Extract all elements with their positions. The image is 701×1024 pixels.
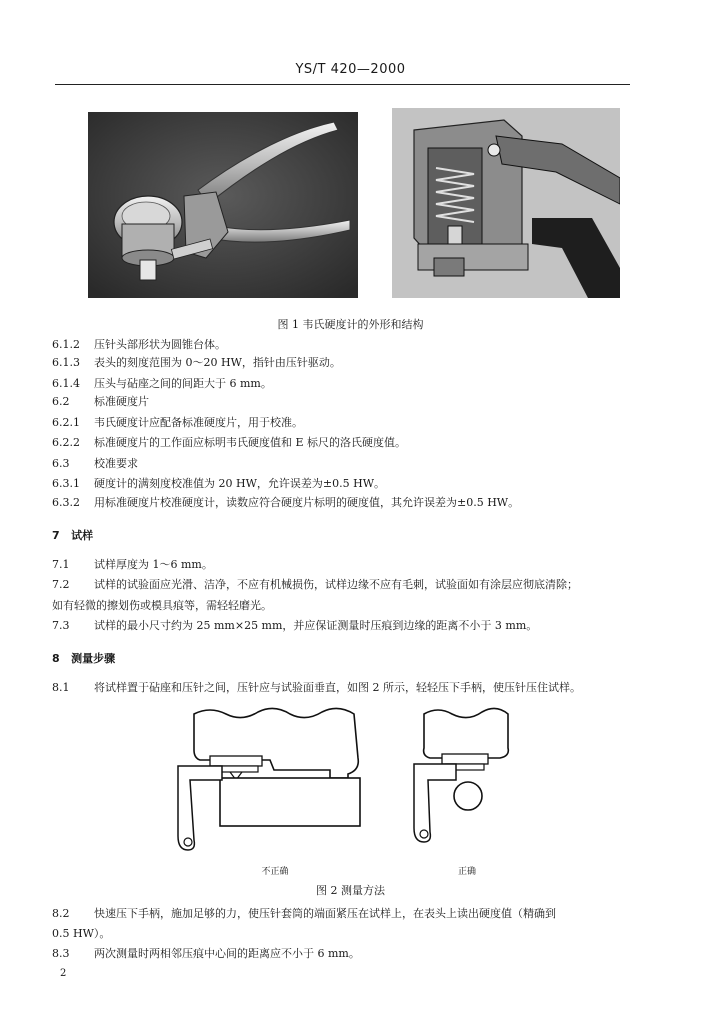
clause-number: 6.2.1: [52, 416, 80, 429]
clause-number: 6.2.2: [52, 436, 80, 449]
figure1-photo-structure: [392, 108, 620, 298]
header-rule: [55, 84, 630, 85]
clause-number: 6.1.2: [52, 338, 80, 351]
clause-text: 用标准硬度片校准硬度计，读数应符合硬度片标明的硬度值，其允许误差为±0.5 HW。: [94, 496, 520, 509]
section-title: 试样: [71, 529, 94, 542]
section-7-heading: [52, 527, 93, 543]
clause-number: 7.2: [52, 578, 70, 591]
clause-6-1-3: [52, 354, 341, 370]
clause-6-1-4: [52, 375, 272, 391]
clause-number: 8.1: [52, 681, 70, 694]
clause-number: 7.1: [52, 558, 70, 571]
page-number: 2: [60, 968, 67, 979]
clause-number: 8.2: [52, 907, 70, 920]
clause-number: 6.3.1: [52, 477, 80, 490]
figure2-caption: 图 2 测量方法: [316, 884, 385, 897]
clause-text: 校准要求: [94, 457, 138, 470]
clause-text: 韦氏硬度计应配备标准硬度片，用于校准。: [94, 416, 303, 429]
clause-8-2-continued: 0.5 HW）。: [52, 927, 111, 940]
clause-text: 表头的刻度范围为 0～20 HW，指针由压针驱动。: [94, 356, 341, 369]
clause-6-2-1: [52, 414, 303, 430]
clause-6-1-2: [52, 336, 226, 352]
figure2-diagram-correct: [410, 702, 520, 852]
clause-number: 7.3: [52, 619, 70, 632]
clause-6-2: [52, 393, 149, 409]
clause-text: 压针头部形状为圆锥台体。: [94, 338, 226, 351]
clause-text: 试样的最小尺寸约为 25 mm×25 mm，并应保证测量时压痕到边缘的距离不小于 3 mm。: [94, 619, 538, 632]
section-number: 7: [52, 529, 60, 542]
clause-number: 8.3: [52, 947, 70, 960]
figure2-label-incorrect: 不正确: [261, 867, 289, 877]
clause-number: 6.3: [52, 457, 70, 470]
clause-number: 6.1.4: [52, 377, 80, 390]
clause-text: 压头与砧座之间的间距大于 6 mm。: [94, 377, 272, 390]
figure1-photo-exterior: [88, 112, 358, 298]
figure2-diagram-incorrect: [170, 700, 380, 860]
clause-6-3-1: [52, 475, 385, 491]
page-header: YS/T 420—2000: [295, 62, 406, 77]
clause-number: 6.1.3: [52, 356, 80, 369]
section-title: 测量步骤: [71, 652, 116, 665]
section-number: 8: [52, 652, 60, 665]
clause-text: 试样的试验面应光滑、洁净，不应有机械损伤，试样边缘不应有毛刺，试验面如有涂层应彻底清除；: [94, 578, 578, 591]
clause-number: 6.2: [52, 395, 70, 408]
figure2-label-correct: 正确: [457, 867, 476, 877]
clause-6-3-2: [52, 494, 519, 510]
clause-text: 试样厚度为 1～6 mm。: [94, 558, 213, 571]
clause-text: 硬度计的满刻度校准值为 20 HW，允许误差为±0.5 HW。: [94, 477, 385, 490]
clause-6-3: [52, 455, 138, 471]
section-8-heading: [52, 650, 115, 666]
clause-text: 标准硬度片: [94, 395, 149, 408]
clause-7-2-continued: 如有轻微的擦划伤或模具痕等，需轻轻磨光。: [52, 599, 272, 612]
clause-text: 快速压下手柄，施加足够的力，使压针套筒的端面紧压在试样上，在表头上读出硬度值（精确到: [94, 907, 556, 920]
clause-6-2-2: [52, 434, 406, 450]
clause-text: 两次测量时两相邻压痕中心间的距离应不小于 6 mm。: [94, 947, 360, 960]
clause-7-2: [52, 576, 578, 592]
clause-number: 6.3.2: [52, 496, 80, 509]
clause-8-2: [52, 905, 556, 921]
clause-text: 标准硬度片的工作面应标明韦氏硬度值和 E 标尺的洛氏硬度值。: [94, 436, 407, 449]
clause-7-1: [52, 556, 213, 572]
figure1-caption: 图 1 韦氏硬度计的外形和结构: [277, 318, 424, 331]
clause-8-1: [52, 679, 581, 695]
clause-8-3: [52, 945, 360, 961]
clause-text: 将试样置于砧座和压针之间，压针应与试验面垂直，如图 2 所示，轻轻压下手柄，使压针压住试样。: [94, 681, 581, 694]
clause-7-3: [52, 617, 537, 633]
